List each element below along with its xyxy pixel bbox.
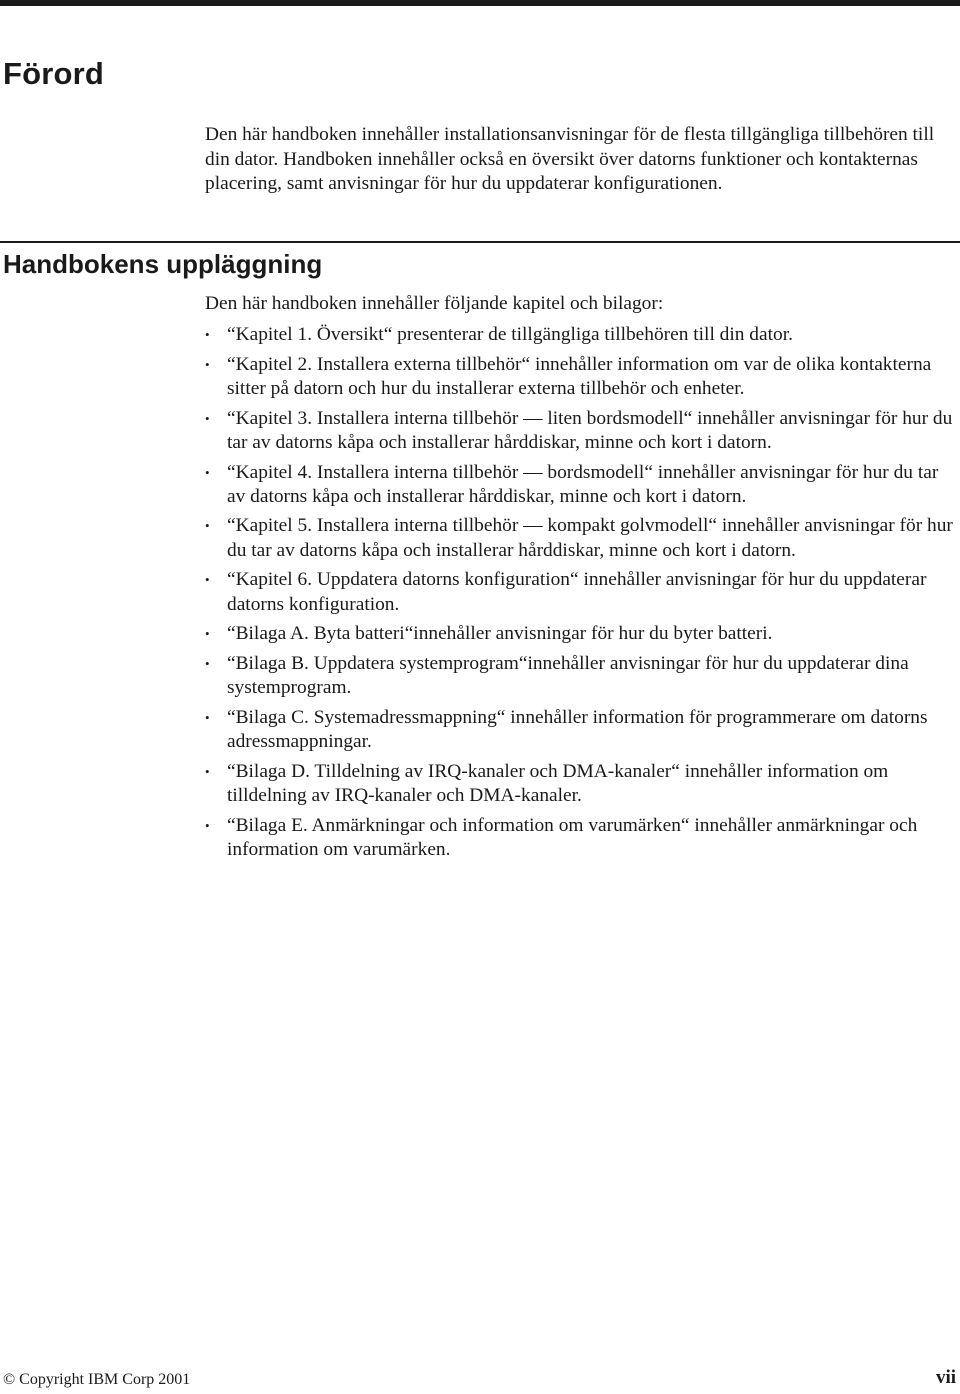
list-item — [205, 461, 955, 509]
list-item-text: “Bilaga E. Anmärkningar och information om varumärken“ innehåller anmärkningar och information om varumärken. — [227, 814, 918, 860]
list-item — [205, 514, 955, 562]
list-intro: Den här handboken innehåller följande kapitel och bilagor: — [205, 293, 664, 314]
bullet-icon: • — [205, 655, 210, 671]
bullet-icon: • — [205, 709, 210, 725]
list-item-text: “Kapitel 3. Installera interna tillbehör — liten bordsmodell“ innehåller anvisningar för hur du tar av datorns kåpa och installerar hårddiskar, minne och kort i datorn. — [227, 407, 953, 453]
list-item — [205, 760, 955, 808]
list-item — [205, 652, 955, 700]
list-item-text: “Bilaga B. Uppdatera systemprogram“innehåller anvisningar för hur du uppdaterar dina systemprogram. — [227, 652, 909, 699]
list-item-text: “Kapitel 2. Installera externa tillbehör“ innehåller information om var de olika kontakterna sitter på datorn och hur du installerar externa tillbehör och enheter. — [227, 353, 932, 399]
chapter-title: Förord — [3, 56, 105, 91]
section-rule — [0, 241, 960, 243]
list-item — [205, 622, 955, 646]
bullet-icon: • — [205, 410, 210, 426]
bullet-icon: • — [205, 356, 210, 372]
list-item-text: “Kapitel 4. Installera interna tillbehör — bordsmodell“ innehåller anvisningar för hur du tar av datorns kåpa och installerar hårddiskar, minne och kort i datorn. — [227, 461, 939, 507]
bullet-icon: • — [205, 763, 210, 779]
list-item — [205, 706, 955, 754]
bullet-icon: • — [205, 327, 210, 342]
list-item-text: “Kapitel 6. Uppdatera datorns konfiguration“ innehåller anvisningar för hur du uppdaterar datorns konfiguration. — [227, 569, 927, 615]
bullet-icon: • — [205, 817, 210, 833]
page-number: vii — [935, 1367, 956, 1388]
list-item-text: “Kapitel 5. Installera interna tillbehör — kompakt golvmodell“ innehåller anvisningar för hur du tar av datorns kåpa och installerar hårddiskar, minne och kort i datorn. — [227, 515, 953, 561]
bullet-icon: • — [205, 464, 210, 480]
section-title: Handbokens uppläggning — [3, 249, 323, 279]
list-item-text: “Kapitel 1. Översikt“ presenterar de tillgängliga tillbehören till din dator. — [227, 324, 793, 345]
list-item — [205, 568, 955, 616]
top-rule — [0, 0, 960, 6]
intro-paragraph: Den här handboken innehåller installationsanvisningar för de flesta tillgängliga tillbehören till din dator. Handboken innehåller också en översikt över datorns funktioner och kontakternas placering, samt anvisningar för hur du uppdaterar konfigurationen. — [205, 124, 935, 194]
bullet-icon: • — [205, 518, 210, 534]
bullet-icon: • — [205, 626, 210, 642]
list-item — [205, 407, 955, 455]
contents-list — [205, 323, 955, 868]
list-item-text: “Bilaga D. Tilldelning av IRQ-kanaler och DMA-kanaler“ innehåller information om tilldelning av IRQ-kanaler och DMA-kanaler. — [227, 760, 889, 806]
list-item-text: “Bilaga A. Byta batteri“innehåller anvisningar för hur du byter batteri. — [227, 623, 773, 645]
copyright-notice: © Copyright IBM Corp 2001 — [3, 1371, 191, 1388]
bullet-icon: • — [205, 572, 210, 588]
list-item — [205, 814, 955, 862]
list-item-text: “Bilaga C. Systemadressmappning“ innehåller information för programmerare om datorns adressmappningar. — [227, 706, 928, 753]
list-item — [205, 323, 955, 347]
list-item — [205, 353, 955, 401]
